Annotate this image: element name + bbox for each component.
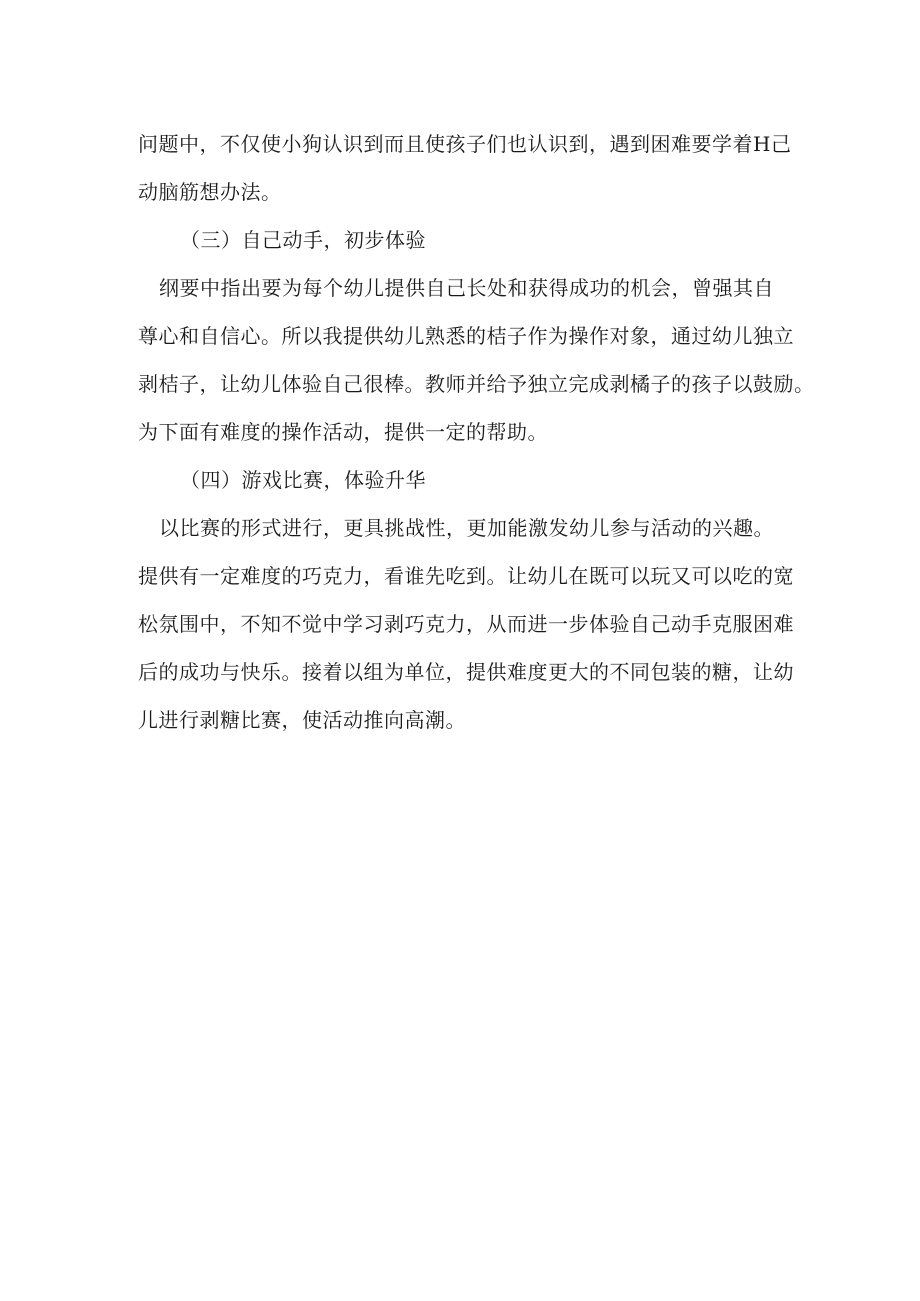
paragraph-line: 为下面有难度的操作活动，提供一定的帮助。 — [138, 420, 548, 444]
paragraph-line: 提供有一定难度的巧克力，看谁先吃到。让幼儿在既可以玩又可以吃的宽 — [138, 564, 794, 588]
paragraph-line: 松氛围中，不知不觉中学习剥巧克力，从而进一步体验自己动手克服困难 — [138, 612, 794, 636]
paragraph-line: 后的成功与快乐。接着以组为单位，提供难度更大的不同包装的糖，让幼 — [138, 660, 794, 684]
section-heading-3: （三）自己动手，初步体验 — [180, 228, 426, 252]
paragraph-line: 动脑筋想办法。 — [138, 180, 282, 204]
paragraph-line: 剥桔子，让幼儿体验自己很棒。教师并给予独立完成剥橘子的孩子以鼓励。 — [138, 372, 815, 396]
document-body — [138, 120, 815, 744]
section-heading-4: （四）游戏比赛，体验升华 — [180, 468, 426, 492]
paragraph-line: 问题中，不仅使小狗认识到而且使孩子们也认识到，遇到困难要学着H己 — [138, 132, 792, 156]
paragraph-line: 尊心和自信心。所以我提供幼儿熟悉的桔子作为操作对象，通过幼儿独立 — [138, 324, 794, 348]
paragraph-line: 纲要中指出要为每个幼儿提供自己长处和获得成功的机会，曾强其自 — [159, 276, 774, 300]
paragraph-line: 儿进行剥糖比赛，使活动推向高潮。 — [138, 708, 466, 732]
paragraph-line: 以比赛的形式进行，更具挑战性，更加能激发幼儿参与活动的兴趣。 — [159, 516, 774, 540]
